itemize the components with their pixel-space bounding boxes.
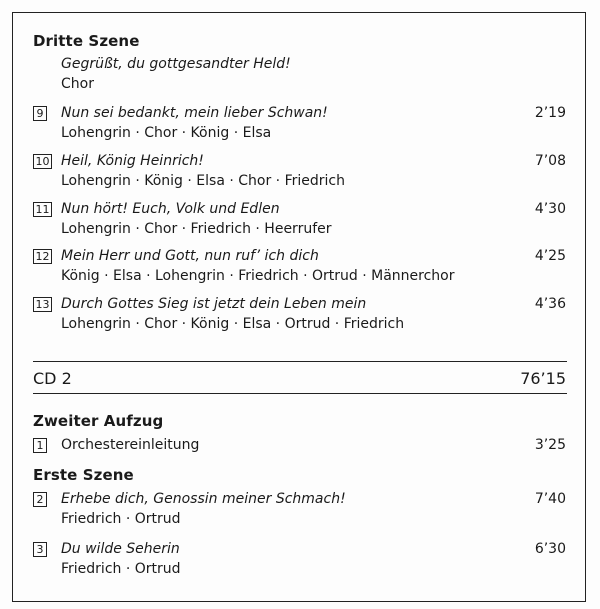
track-cast: Friedrich · Ortrud (61, 511, 181, 527)
track-cast: Lohengrin · Chor · König · Elsa · Ortrud · Friedrich (61, 316, 405, 332)
track-duration: 7’40 (534, 491, 566, 507)
track-cast: König · Elsa · Lohengrin · Friedrich · Ortrud · Männerchor (61, 268, 455, 284)
track-duration: 4’25 (534, 248, 566, 264)
track-title: Orchestereinleitung (61, 437, 200, 453)
track-title: Durch Gottes Sieg ist jetzt dein Leben mein (61, 296, 367, 312)
cd-total-duration: 76’15 (520, 369, 566, 388)
track-number: 3 (33, 542, 47, 557)
track-number: 11 (33, 202, 52, 217)
track-number: 9 (33, 106, 47, 121)
intro-title: Gegrüßt, du gottgesandter Held! (61, 56, 291, 72)
act-heading: Zweiter Aufzug (33, 412, 164, 430)
track-duration: 4’36 (534, 296, 566, 312)
track-number: 13 (33, 297, 52, 312)
track-cast: Friedrich · Ortrud (61, 561, 181, 577)
intro-cast: Chor (61, 76, 94, 92)
divider-bottom (33, 393, 567, 394)
divider-top (33, 361, 567, 362)
track-number: 1 (33, 438, 47, 453)
track-title: Erhebe dich, Genossin meiner Schmach! (61, 491, 346, 507)
track-title: Heil, König Heinrich! (61, 153, 204, 169)
scene-heading: Dritte Szene (33, 32, 140, 50)
track-title: Nun hört! Euch, Volk und Edlen (61, 201, 280, 217)
track-duration: 3’25 (534, 437, 566, 453)
scene-heading: Erste Szene (33, 466, 134, 484)
track-number: 12 (33, 249, 52, 264)
track-duration: 6’30 (534, 541, 566, 557)
track-cast: Lohengrin · König · Elsa · Chor · Friedrich (61, 173, 345, 189)
track-cast: Lohengrin · Chor · König · Elsa (61, 125, 272, 141)
track-duration: 7’08 (534, 153, 566, 169)
track-number: 2 (33, 492, 47, 507)
track-cast: Lohengrin · Chor · Friedrich · Heerrufer (61, 221, 332, 237)
track-title: Du wilde Seherin (61, 541, 180, 557)
track-duration: 2’19 (534, 105, 566, 121)
track-duration: 4’30 (534, 201, 566, 217)
track-number: 10 (33, 154, 52, 169)
cd-label: CD 2 (33, 369, 72, 388)
track-title: Nun sei bedankt, mein lieber Schwan! (61, 105, 328, 121)
track-title: Mein Herr und Gott, nun ruf’ ich dich (61, 248, 319, 264)
